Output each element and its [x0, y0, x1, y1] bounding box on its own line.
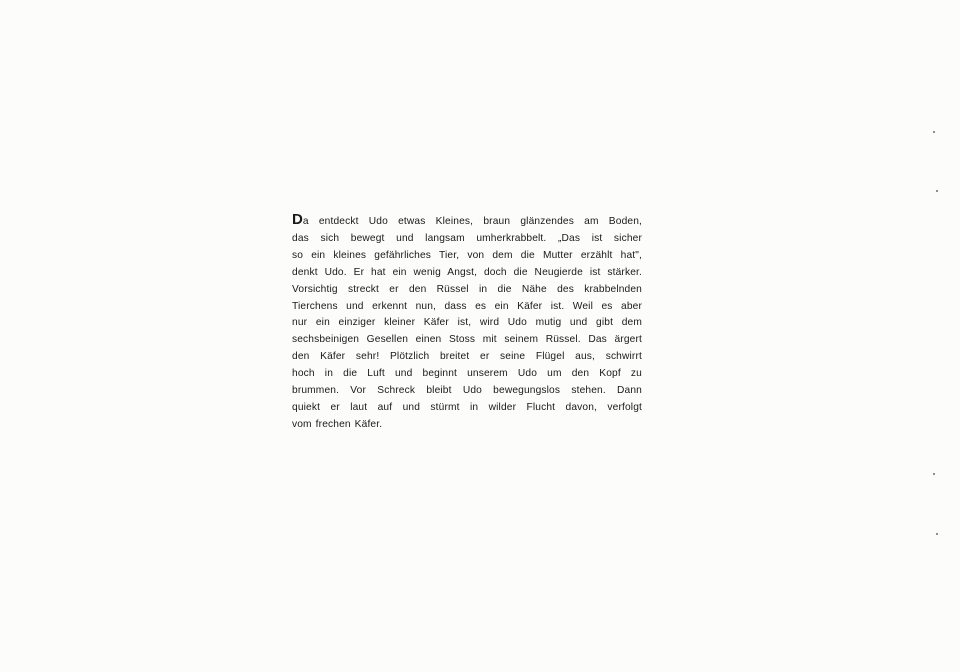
text-line: Vorsichtig streckt er den Rüssel in die Nähe des krabbelnden [292, 283, 642, 295]
story-paragraph [292, 211, 642, 434]
paper-speck [936, 533, 938, 535]
text-line: quiekt er laut auf und stürmt in wilder Flucht davon, verfolgt [292, 401, 642, 413]
text-line: nur ein einziger kleiner Käfer ist, wird Udo mutig und gibt dem [292, 317, 642, 329]
text-line: den Käfer sehr! Plötzlich breitet er seine Flügel aus, schwirrt [292, 351, 642, 363]
paper-speck [936, 190, 938, 192]
drop-initial: D [292, 211, 303, 228]
text-line-content: a entdeckt Udo etwas Kleines, braun glänzendes am Boden, [302, 216, 642, 227]
text-line: brummen. Vor Schreck bleibt Udo bewegungslos stehen. Dann [292, 385, 642, 397]
text-line: sechsbeinigen Gesellen einen Stoss mit seinem Rüssel. Das ärgert [292, 334, 642, 346]
text-line: das sich bewegt und langsam umherkrabbelt. „Das ist sicher [292, 232, 642, 244]
text-line: vom frechen Käfer. [292, 418, 383, 430]
paper-speck [933, 131, 935, 133]
text-line: so ein kleines gefährliches Tier, von dem die Mutter erzählt hat", [292, 249, 642, 261]
text-line [292, 211, 642, 231]
text-line: Tierchens und erkennt nun, dass es ein Käfer ist. Weil es aber [292, 300, 642, 312]
text-line: denkt Udo. Er hat ein wenig Angst, doch die Neugierde ist stärker. [292, 266, 642, 278]
text-line: hoch in die Luft und beginnt unserem Udo um den Kopf zu [292, 368, 642, 380]
paper-speck [933, 473, 935, 475]
